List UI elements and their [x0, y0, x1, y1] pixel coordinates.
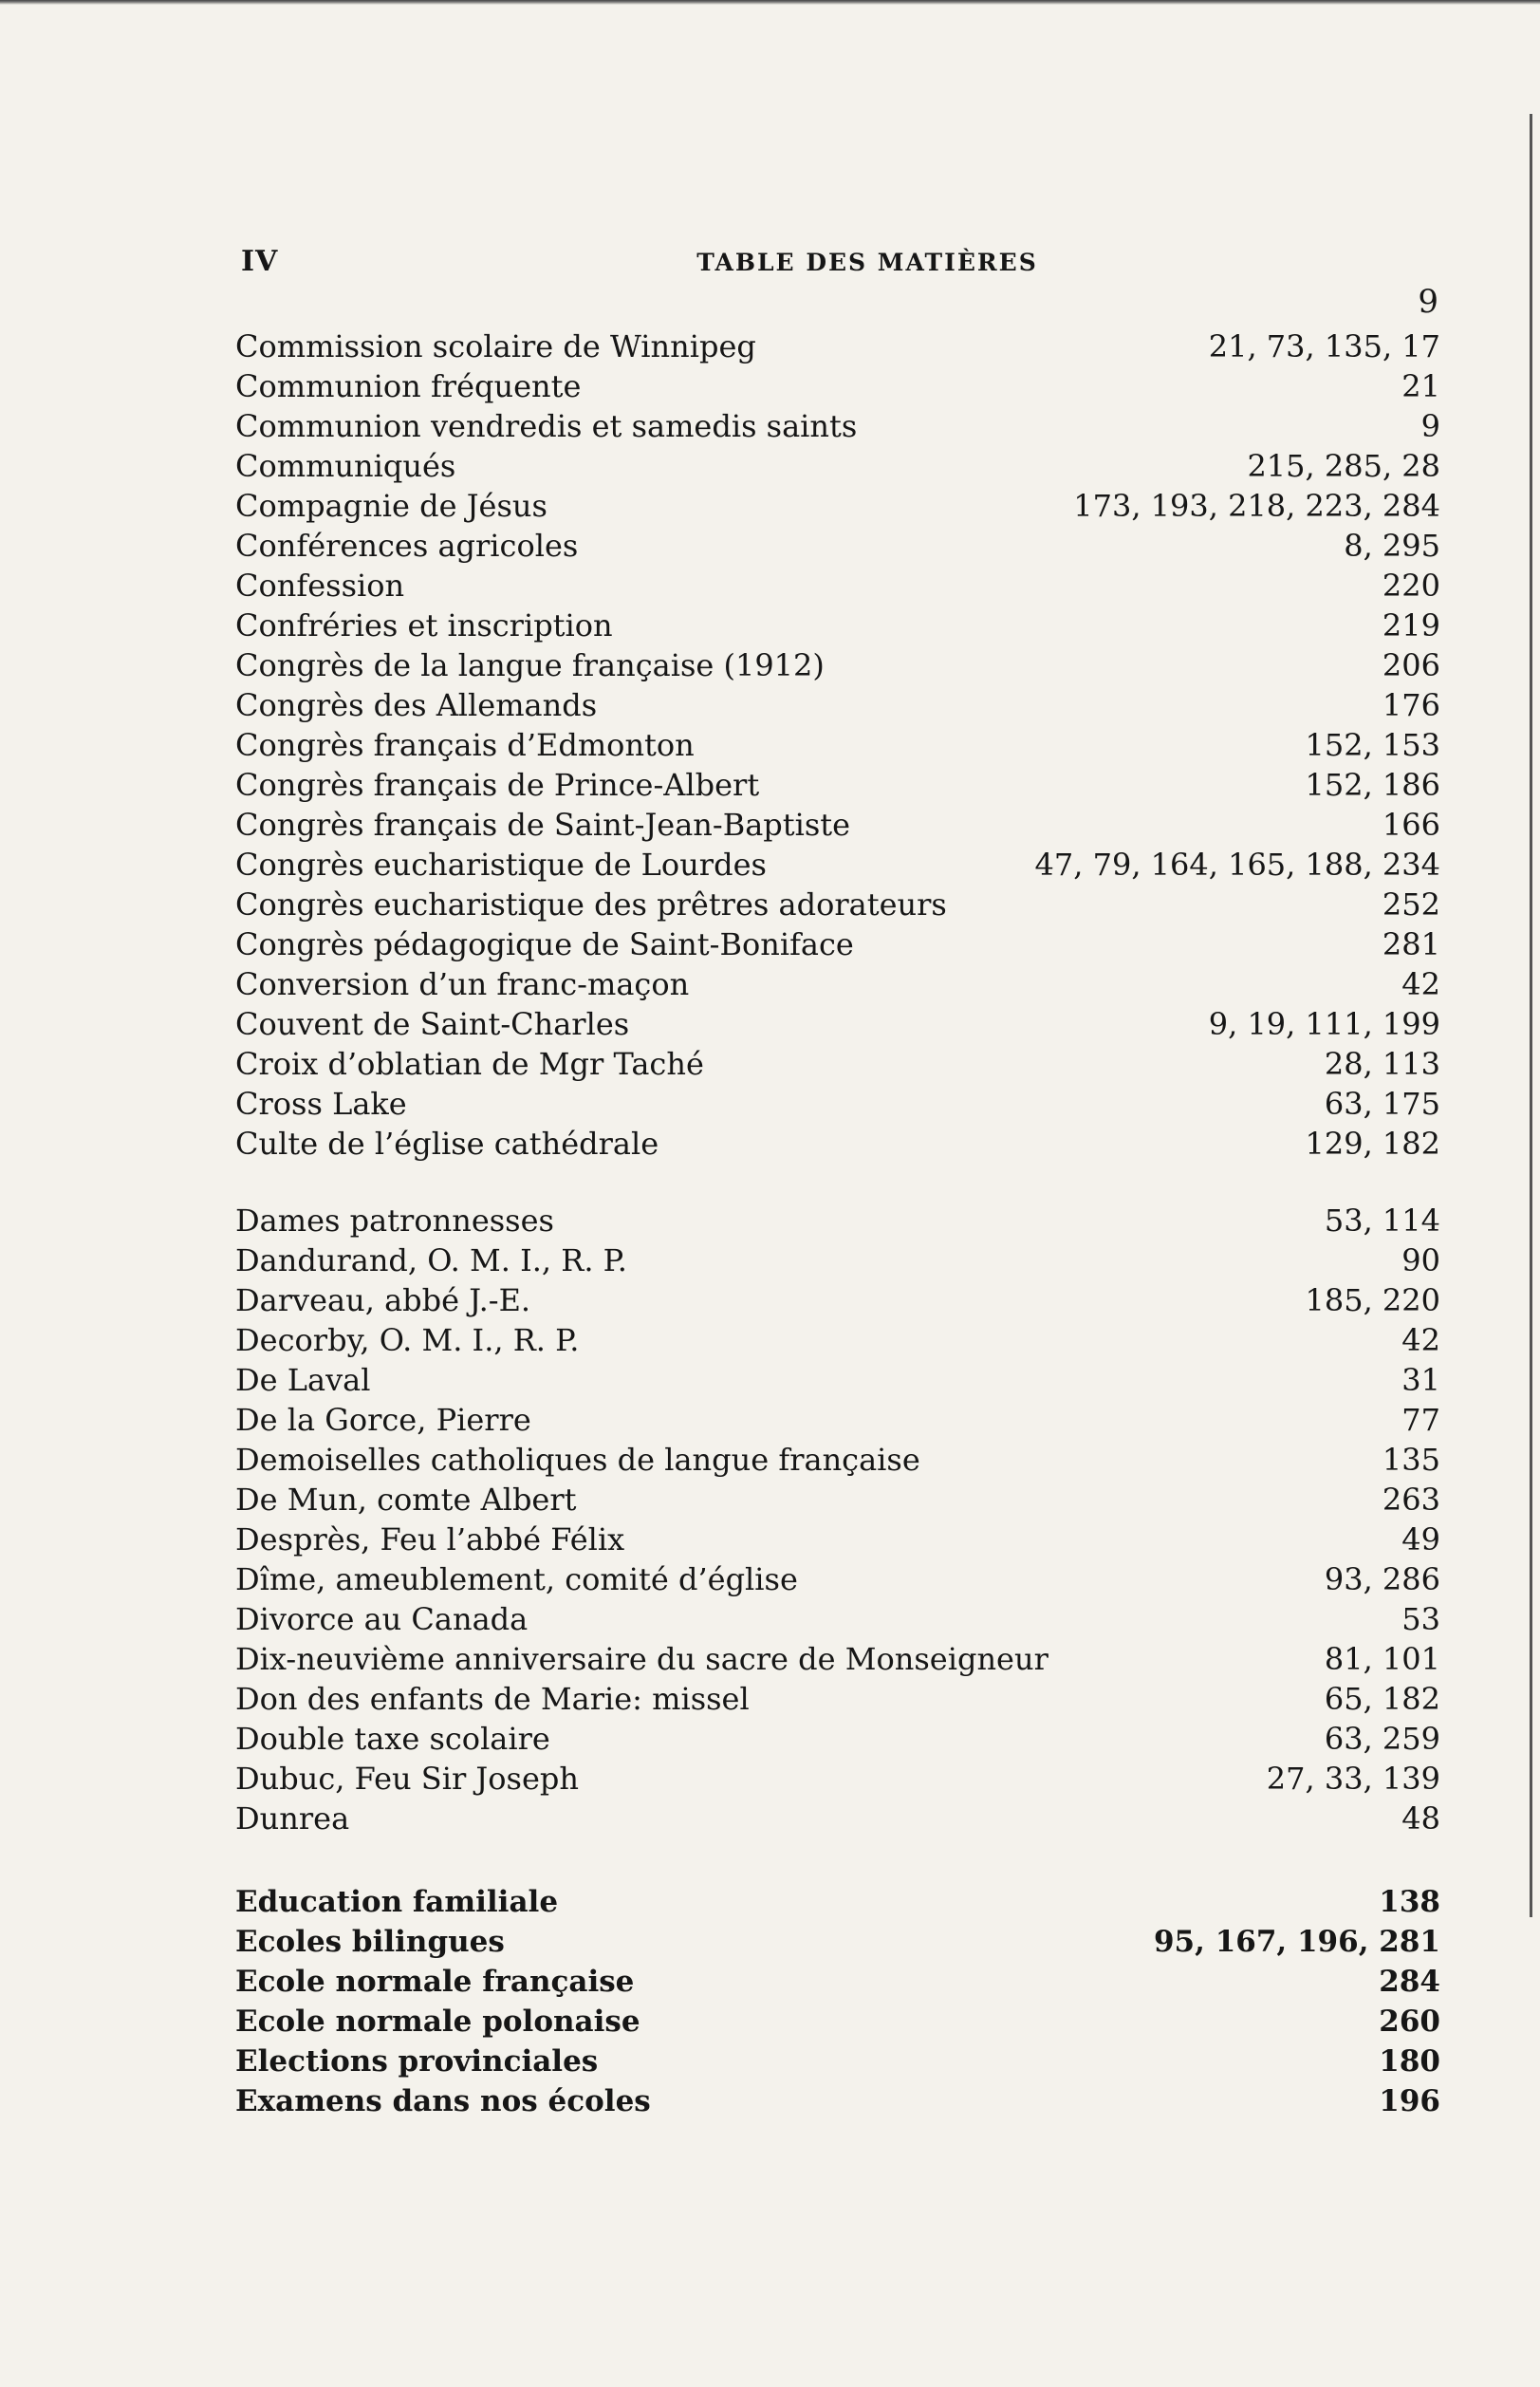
- index-entry-page-refs: 152, 153: [1305, 727, 1440, 763]
- index-entry-page-refs: 9: [1420, 408, 1440, 444]
- index-entry-page-refs: 21, 73, 135, 17: [1208, 328, 1440, 364]
- running-title: TABLE DES MATIÈRES: [696, 249, 1038, 276]
- index-entry-term: Education familiale: [235, 1885, 559, 1919]
- index-entry-term: Decorby, O. M. I., R. P.: [235, 1322, 580, 1358]
- index-entry: [235, 366, 1440, 406]
- index-entry-term: Ecole normale française: [235, 1965, 635, 1999]
- index-entry-page-refs: 138: [1379, 1885, 1440, 1919]
- index-entry-term: De la Gorce, Pierre: [235, 1402, 531, 1438]
- index-entry-term: Confréries et inscription: [235, 607, 613, 643]
- index-entry-term: Communion vendredis et samedis saints: [235, 408, 858, 444]
- index-entry-page-refs: 219: [1382, 607, 1440, 643]
- index-entry-term: Don des enfants de Marie: missel: [235, 1681, 750, 1717]
- index-entry-page-refs: 152, 186: [1305, 767, 1440, 803]
- index-entry: [235, 1044, 1440, 1084]
- index-entry: [235, 326, 1440, 366]
- index-entry-page-refs: 28, 113: [1324, 1046, 1440, 1082]
- index-entry-term: Commission scolaire de Winnipeg: [235, 328, 756, 364]
- index-entry-page-refs: 95, 167, 196, 281: [1153, 1925, 1440, 1959]
- index-entry-page-refs: 173, 193, 218, 223, 284: [1073, 488, 1440, 524]
- index-entry-page-refs: 166: [1382, 807, 1440, 843]
- index-entry-page-refs: 284: [1379, 1965, 1440, 1999]
- index-entry: [235, 725, 1440, 765]
- index-entry-term: Dix-neuvième anniversaire du sacre de Monseigneur: [235, 1641, 1048, 1677]
- index-entry: [235, 1124, 1440, 1164]
- index-entry-page-refs: 53, 114: [1324, 1203, 1440, 1239]
- index-entry-term: Croix d’oblatian de Mgr Taché: [235, 1046, 704, 1082]
- index-entry-page-refs: 215, 285, 28: [1247, 448, 1440, 484]
- index-entry: [235, 1084, 1440, 1124]
- index-entry-page-refs: 90: [1401, 1242, 1440, 1278]
- index-entry: [235, 1520, 1440, 1559]
- index-entry-page-refs: 176: [1382, 687, 1440, 723]
- index-entry-page-refs: 47, 79, 164, 165, 188, 234: [1034, 847, 1440, 883]
- index-entry: [235, 1280, 1440, 1320]
- index-entry: [235, 1719, 1440, 1759]
- index-entry-term: Confession: [235, 568, 405, 604]
- index-entry: [235, 1922, 1440, 1962]
- index-entry-term: Compagnie de Jésus: [235, 488, 547, 524]
- index-entry: [235, 1759, 1440, 1799]
- index-entry: [235, 2042, 1440, 2081]
- index-entry: [235, 924, 1440, 964]
- index-entry-term: Culte de l’église cathédrale: [235, 1126, 659, 1162]
- index-entry-term: Darveau, abbé J.-E.: [235, 1282, 531, 1318]
- index-entry-page-refs: 31: [1401, 1362, 1440, 1398]
- index-entry: [235, 685, 1440, 725]
- index-entry: [235, 1480, 1440, 1520]
- index-entry-term: Congrès français de Prince-Albert: [235, 767, 760, 803]
- index-entry-page-refs: 49: [1401, 1521, 1440, 1557]
- index-entry-term: Congrès des Allemands: [235, 687, 598, 723]
- index-entry-page-refs: 220: [1382, 568, 1440, 604]
- index-entry-page-refs: 263: [1382, 1482, 1440, 1518]
- index-entry-term: De Laval: [235, 1362, 371, 1398]
- index-entry-page-refs: 9, 19, 111, 199: [1208, 1006, 1440, 1042]
- index-entry-term: Congrès eucharistique de Lourdes: [235, 847, 767, 883]
- index-entry: [235, 1679, 1440, 1719]
- index-entry-term: Congrès français de Saint-Jean-Baptiste: [235, 807, 851, 843]
- index-section-c: [235, 326, 1440, 1164]
- index-entry-term: Double taxe scolaire: [235, 1721, 550, 1757]
- index-entry: [235, 1882, 1440, 1922]
- index-entry-term: Dîme, ameublement, comité d’église: [235, 1561, 798, 1597]
- index-entry-term: Conférences agricoles: [235, 528, 579, 564]
- index-entry-page-refs: 252: [1382, 886, 1440, 923]
- page-top-edge: [0, 0, 1540, 5]
- index-entry-page-refs: 63, 259: [1324, 1721, 1440, 1757]
- index-entry: [235, 845, 1440, 885]
- index-entry: [235, 1599, 1440, 1639]
- index-entry-page-refs: 63, 175: [1324, 1086, 1440, 1122]
- index-entry: [235, 765, 1440, 805]
- index-entry-term: Dunrea: [235, 1800, 350, 1837]
- index-entry-term: Communiqués: [235, 448, 456, 484]
- index-entry-page-refs: 135: [1382, 1442, 1440, 1478]
- index-entry-term: Dubuc, Feu Sir Joseph: [235, 1761, 579, 1797]
- index-entry-term: Examens dans nos écoles: [235, 2084, 651, 2118]
- index-entry-page-refs: 129, 182: [1305, 1126, 1440, 1162]
- index-entry: [235, 1559, 1440, 1599]
- index-entry-term: Dandurand, O. M. I., R. P.: [235, 1242, 627, 1278]
- index-entry-page-refs: 185, 220: [1305, 1282, 1440, 1318]
- index-entry-term: Ecoles bilingues: [235, 1925, 505, 1959]
- index-entry: [235, 566, 1440, 606]
- index-entry-term: Couvent de Saint-Charles: [235, 1006, 630, 1042]
- index-entry-page-refs: 93, 286: [1324, 1561, 1440, 1597]
- index-entry: [235, 1962, 1440, 2002]
- index-entry-page-refs: 206: [1382, 647, 1440, 683]
- index-entry: [235, 885, 1440, 924]
- index-entry-page-refs: 196: [1379, 2084, 1440, 2118]
- index-section-d: [235, 1201, 1440, 1838]
- index-entry: [235, 1440, 1440, 1480]
- index-entry-page-refs: 8, 295: [1344, 528, 1440, 564]
- index-entry-page-refs: 21: [1401, 368, 1440, 404]
- index-entry-term: Ecole normale polonaise: [235, 2005, 640, 2039]
- index-entry: [235, 446, 1440, 486]
- index-entry: [235, 1004, 1440, 1044]
- index-entry-page-refs: 42: [1401, 1322, 1440, 1358]
- index-entry-page-refs: 27, 33, 139: [1266, 1761, 1440, 1797]
- index-entry: [235, 805, 1440, 845]
- index-entry: [235, 526, 1440, 566]
- index-entry-term: Congrès de la langue française (1912): [235, 647, 825, 683]
- index-entry-term: Congrès français d’Edmonton: [235, 727, 695, 763]
- carry-over-number: 9: [1418, 283, 1438, 321]
- index-entry-page-refs: 42: [1401, 966, 1440, 1002]
- index-entry-term: Dames patronnesses: [235, 1203, 554, 1239]
- index-entry-page-refs: 65, 182: [1324, 1681, 1440, 1717]
- index-section-e: [235, 1882, 1440, 2121]
- index-entry-term: De Mun, comte Albert: [235, 1482, 577, 1518]
- index-entry: [235, 2081, 1440, 2121]
- index-entry: [235, 1639, 1440, 1679]
- index-entry: [235, 1799, 1440, 1838]
- index-entry-term: Congrès pédagogique de Saint-Boniface: [235, 926, 854, 962]
- index-entry-page-refs: 260: [1379, 2005, 1440, 2039]
- index-entry: [235, 645, 1440, 685]
- index-entry: [235, 1400, 1440, 1440]
- index-entry: [235, 1360, 1440, 1400]
- index-entry: [235, 606, 1440, 645]
- index-entry-term: Cross Lake: [235, 1086, 407, 1122]
- index-entry-term: Divorce au Canada: [235, 1601, 529, 1637]
- index-entry-term: Conversion d’un franc-maçon: [235, 966, 690, 1002]
- index-entry-page-refs: 48: [1401, 1800, 1440, 1837]
- index-entry-page-refs: 180: [1379, 2044, 1440, 2079]
- index-entry: [235, 1201, 1440, 1240]
- index-entry: [235, 406, 1440, 446]
- running-header: [241, 245, 1438, 283]
- index-entry-page-refs: 53: [1401, 1601, 1440, 1637]
- index-entry-page-refs: 281: [1382, 926, 1440, 962]
- index-entry-page-refs: 81, 101: [1324, 1641, 1440, 1677]
- index-entry: [235, 1320, 1440, 1360]
- index-entry-term: Demoiselles catholiques de langue française: [235, 1442, 920, 1478]
- index-entry-term: Communion fréquente: [235, 368, 582, 404]
- index-entry-term: Elections provinciales: [235, 2044, 599, 2079]
- index-entry: [235, 2002, 1440, 2042]
- page-right-edge: [1530, 114, 1532, 1917]
- index-entry: [235, 486, 1440, 526]
- index-entry-term: Congrès eucharistique des prêtres adorateurs: [235, 886, 947, 923]
- index-entry: [235, 964, 1440, 1004]
- page-number: IV: [241, 245, 279, 278]
- index-entry-term: Desprès, Feu l’abbé Félix: [235, 1521, 625, 1557]
- index-entry: [235, 1240, 1440, 1280]
- index-entry-page-refs: 77: [1401, 1402, 1440, 1438]
